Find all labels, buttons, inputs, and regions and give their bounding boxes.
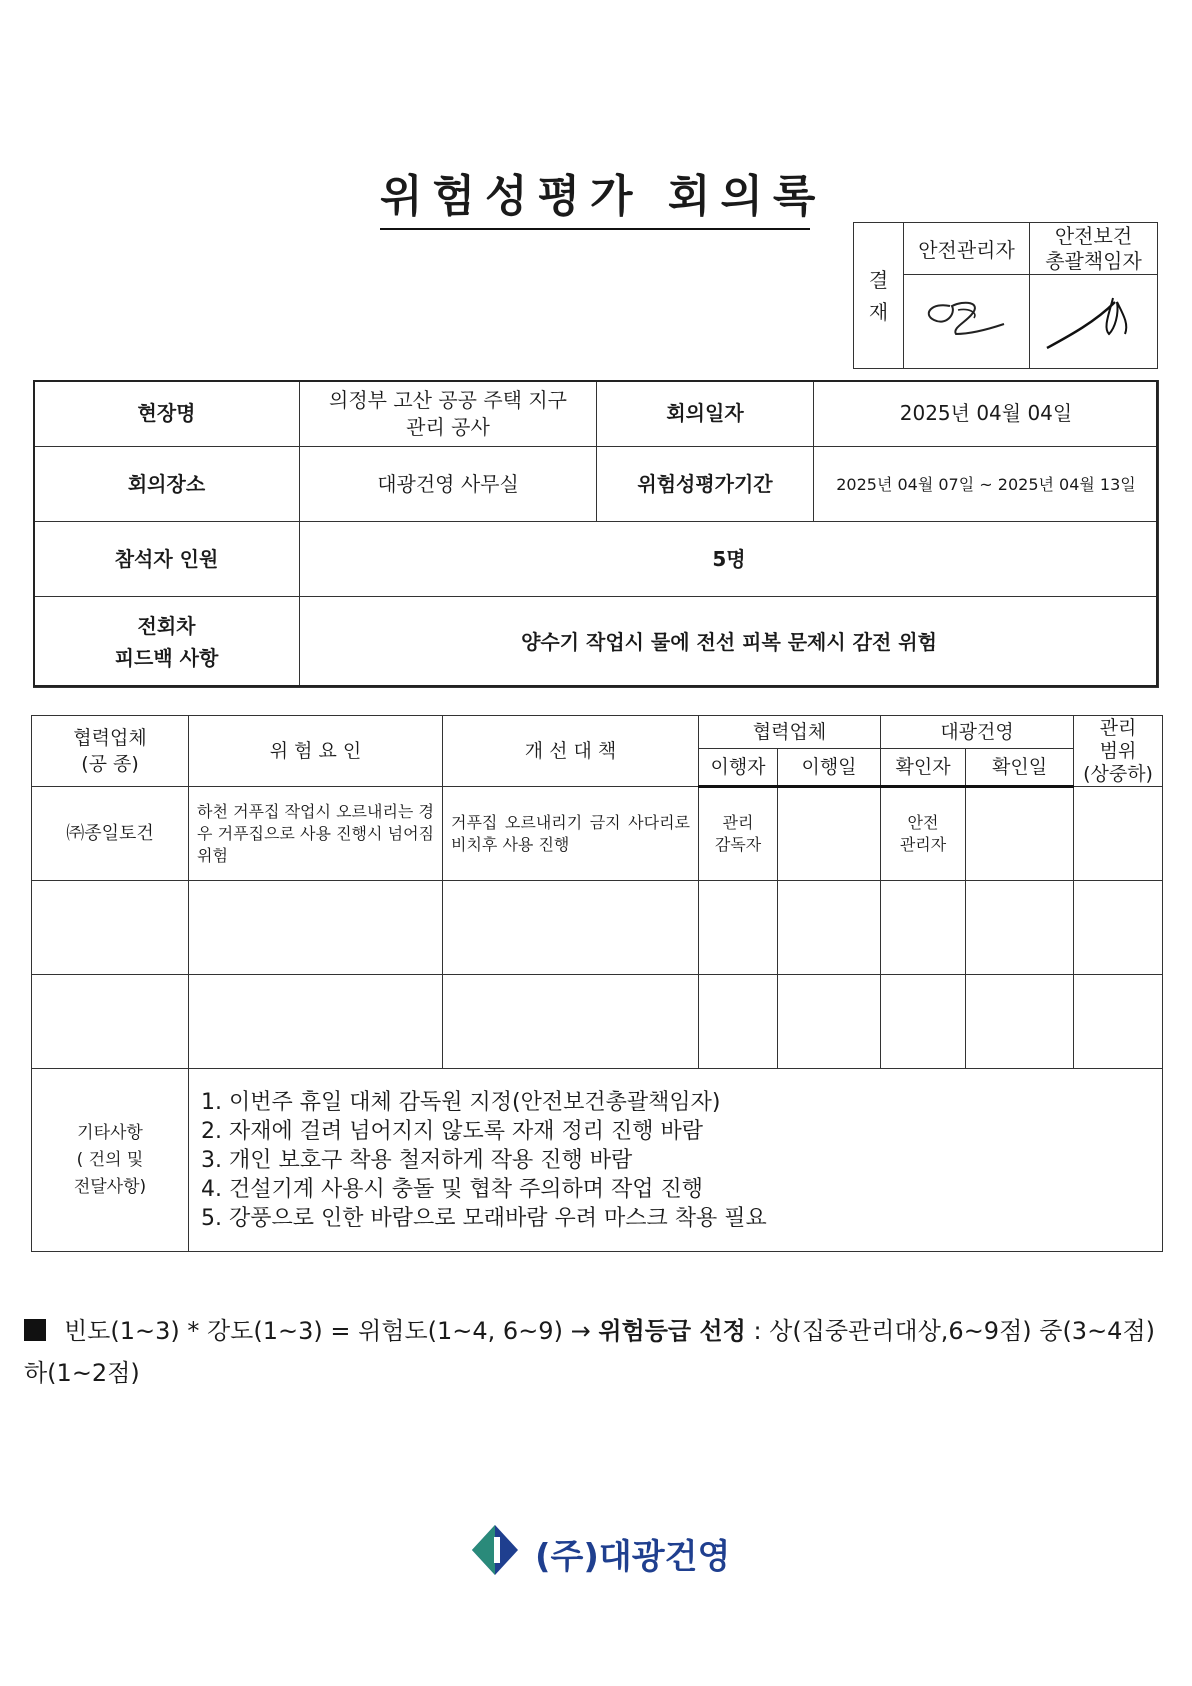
notes-content [189,1069,1163,1252]
row-perform-date [778,787,881,881]
meeting-info-table [33,380,1159,688]
place-label: 회의장소 [34,447,300,522]
header-partner-line2: (공 종) [81,753,139,775]
attendees-label: 참석자 인원 [34,522,300,597]
signature-general-manager [1030,275,1158,369]
header-improvement: 개 선 대 책 [443,716,699,787]
header-scope-line2: 범위 [1099,739,1137,762]
note-item: 1. 이번주 휴일 대체 감독원 지정(안전보건총괄책임자) [201,1089,721,1115]
table-row-empty [32,881,1163,975]
page-title: 위험성평가 회의록 [380,160,810,230]
note-item: 5. 강풍으로 인한 바람으로 모래바람 우려 마스크 착용 필요 [201,1205,767,1231]
row-performer-line1: 관리 [722,813,754,832]
approval-box [853,222,1158,369]
company-name: (주)대광건영 [535,1537,731,1577]
empty-cell [189,881,443,975]
site-value-line2: 관리 공사 [406,414,490,439]
date-value: 2025년 04월 04일 [814,381,1159,447]
note-item: 3. 개인 보호구 착용 철저하게 작용 진행 바람 [201,1147,633,1173]
row-risk: 하천 거푸집 작업시 오르내리는 경우 거푸집으로 사용 진행시 넘어짐 위험 [189,787,443,881]
empty-cell [881,975,966,1069]
empty-cell [1074,881,1163,975]
header-performer: 이행자 [699,749,778,787]
header-scope-line1: 관리 [1099,716,1137,739]
signature-icon [1039,284,1149,354]
row-measure: 거푸집 오르내리기 금지 사다리로 비치후 사용 진행 [443,787,699,881]
header-daekwang-group: 대광건영 [881,716,1074,749]
feedback-label-line2: 피드백 사항 [114,646,219,670]
header-scope-line3: (상중하) [1083,762,1153,785]
site-label: 현장명 [34,381,300,447]
table-row [32,787,1163,881]
signature-icon [912,284,1022,354]
notes-label-line1: 기타사항 [77,1122,143,1143]
feedback-value: 양수기 작업시 물에 전선 피복 문제시 감전 위험 [300,597,1159,688]
formula-bold: 위험등급 선정 [598,1317,746,1345]
row-scope [1074,787,1163,881]
empty-cell [1074,975,1163,1069]
approval-col-safety-manager: 안전관리자 [904,223,1030,275]
empty-cell [699,881,778,975]
empty-cell [32,881,189,975]
notes-label [32,1069,189,1252]
formula-part2: : 상(집중관리대상,6~9점) 중(3~4점) 하(1~2점) [24,1317,1155,1387]
approval-col-general-manager [1030,223,1158,275]
square-bullet-icon [24,1319,46,1341]
header-check-date: 확인일 [966,749,1074,787]
row-performer-line2: 감독자 [714,835,762,854]
header-scope [1074,716,1163,787]
row-check-date [966,787,1074,881]
approval-col2-line2: 총괄책임자 [1045,248,1142,273]
empty-cell [32,975,189,1069]
empty-cell [881,881,966,975]
notes-label-line3: 전달사항) [73,1176,147,1197]
note-item: 2. 자재에 걸려 넘어지지 않도록 자재 정리 진행 바람 [201,1118,703,1144]
approval-col2-line1: 안전보건 [1054,223,1133,248]
header-checker: 확인자 [881,749,966,787]
header-risk-factor: 위 험 요 인 [189,716,443,787]
approval-side-char1: 결 [868,267,889,292]
notes-label-line2: ( 건의 및 [76,1149,144,1170]
empty-cell [443,881,699,975]
period-label: 위험성평가기간 [597,447,814,522]
row-performer [699,787,778,881]
note-item: 4. 건설기계 사용시 충돌 및 협착 주의하며 작업 진행 [201,1176,703,1202]
site-value-line1: 의정부 고산 공공 주택 지구 [329,387,567,412]
header-partner [32,716,189,787]
risk-grade-formula [24,1310,1174,1394]
row-checker-line2: 관리자 [899,835,947,854]
table-row-empty [32,975,1163,1069]
site-value [300,381,597,447]
row-checker-line1: 안전 [907,813,939,832]
formula-part1: 빈도(1~3) * 강도(1~3) = 위험도(1~4, 6~9) → [64,1317,591,1345]
signature-safety-manager [904,275,1030,369]
attendees-value: 5명 [300,522,1159,597]
header-partner-group: 협력업체 [699,716,881,749]
empty-cell [189,975,443,1069]
approval-side-char2: 재 [868,299,889,324]
empty-cell [966,975,1074,1069]
header-perform-date: 이행일 [778,749,881,787]
row-partner: ㈜종일토건 [32,787,189,881]
feedback-label [34,597,300,688]
empty-cell [443,975,699,1069]
feedback-label-line1: 전회차 [137,614,196,638]
empty-cell [699,975,778,1069]
place-value: 대광건영 사무실 [300,447,597,522]
row-checker [881,787,966,881]
header-partner-line1: 협력업체 [73,727,147,749]
period-value: 2025년 04월 07일 ~ 2025년 04월 13일 [814,447,1159,522]
date-label: 회의일자 [597,381,814,447]
empty-cell [778,975,881,1069]
empty-cell [966,881,1074,975]
risk-assessment-table [31,715,1163,1252]
approval-side-label [854,223,904,369]
diamond-logo-icon [470,1523,530,1577]
empty-cell [778,881,881,975]
company-logo [470,1523,730,1577]
